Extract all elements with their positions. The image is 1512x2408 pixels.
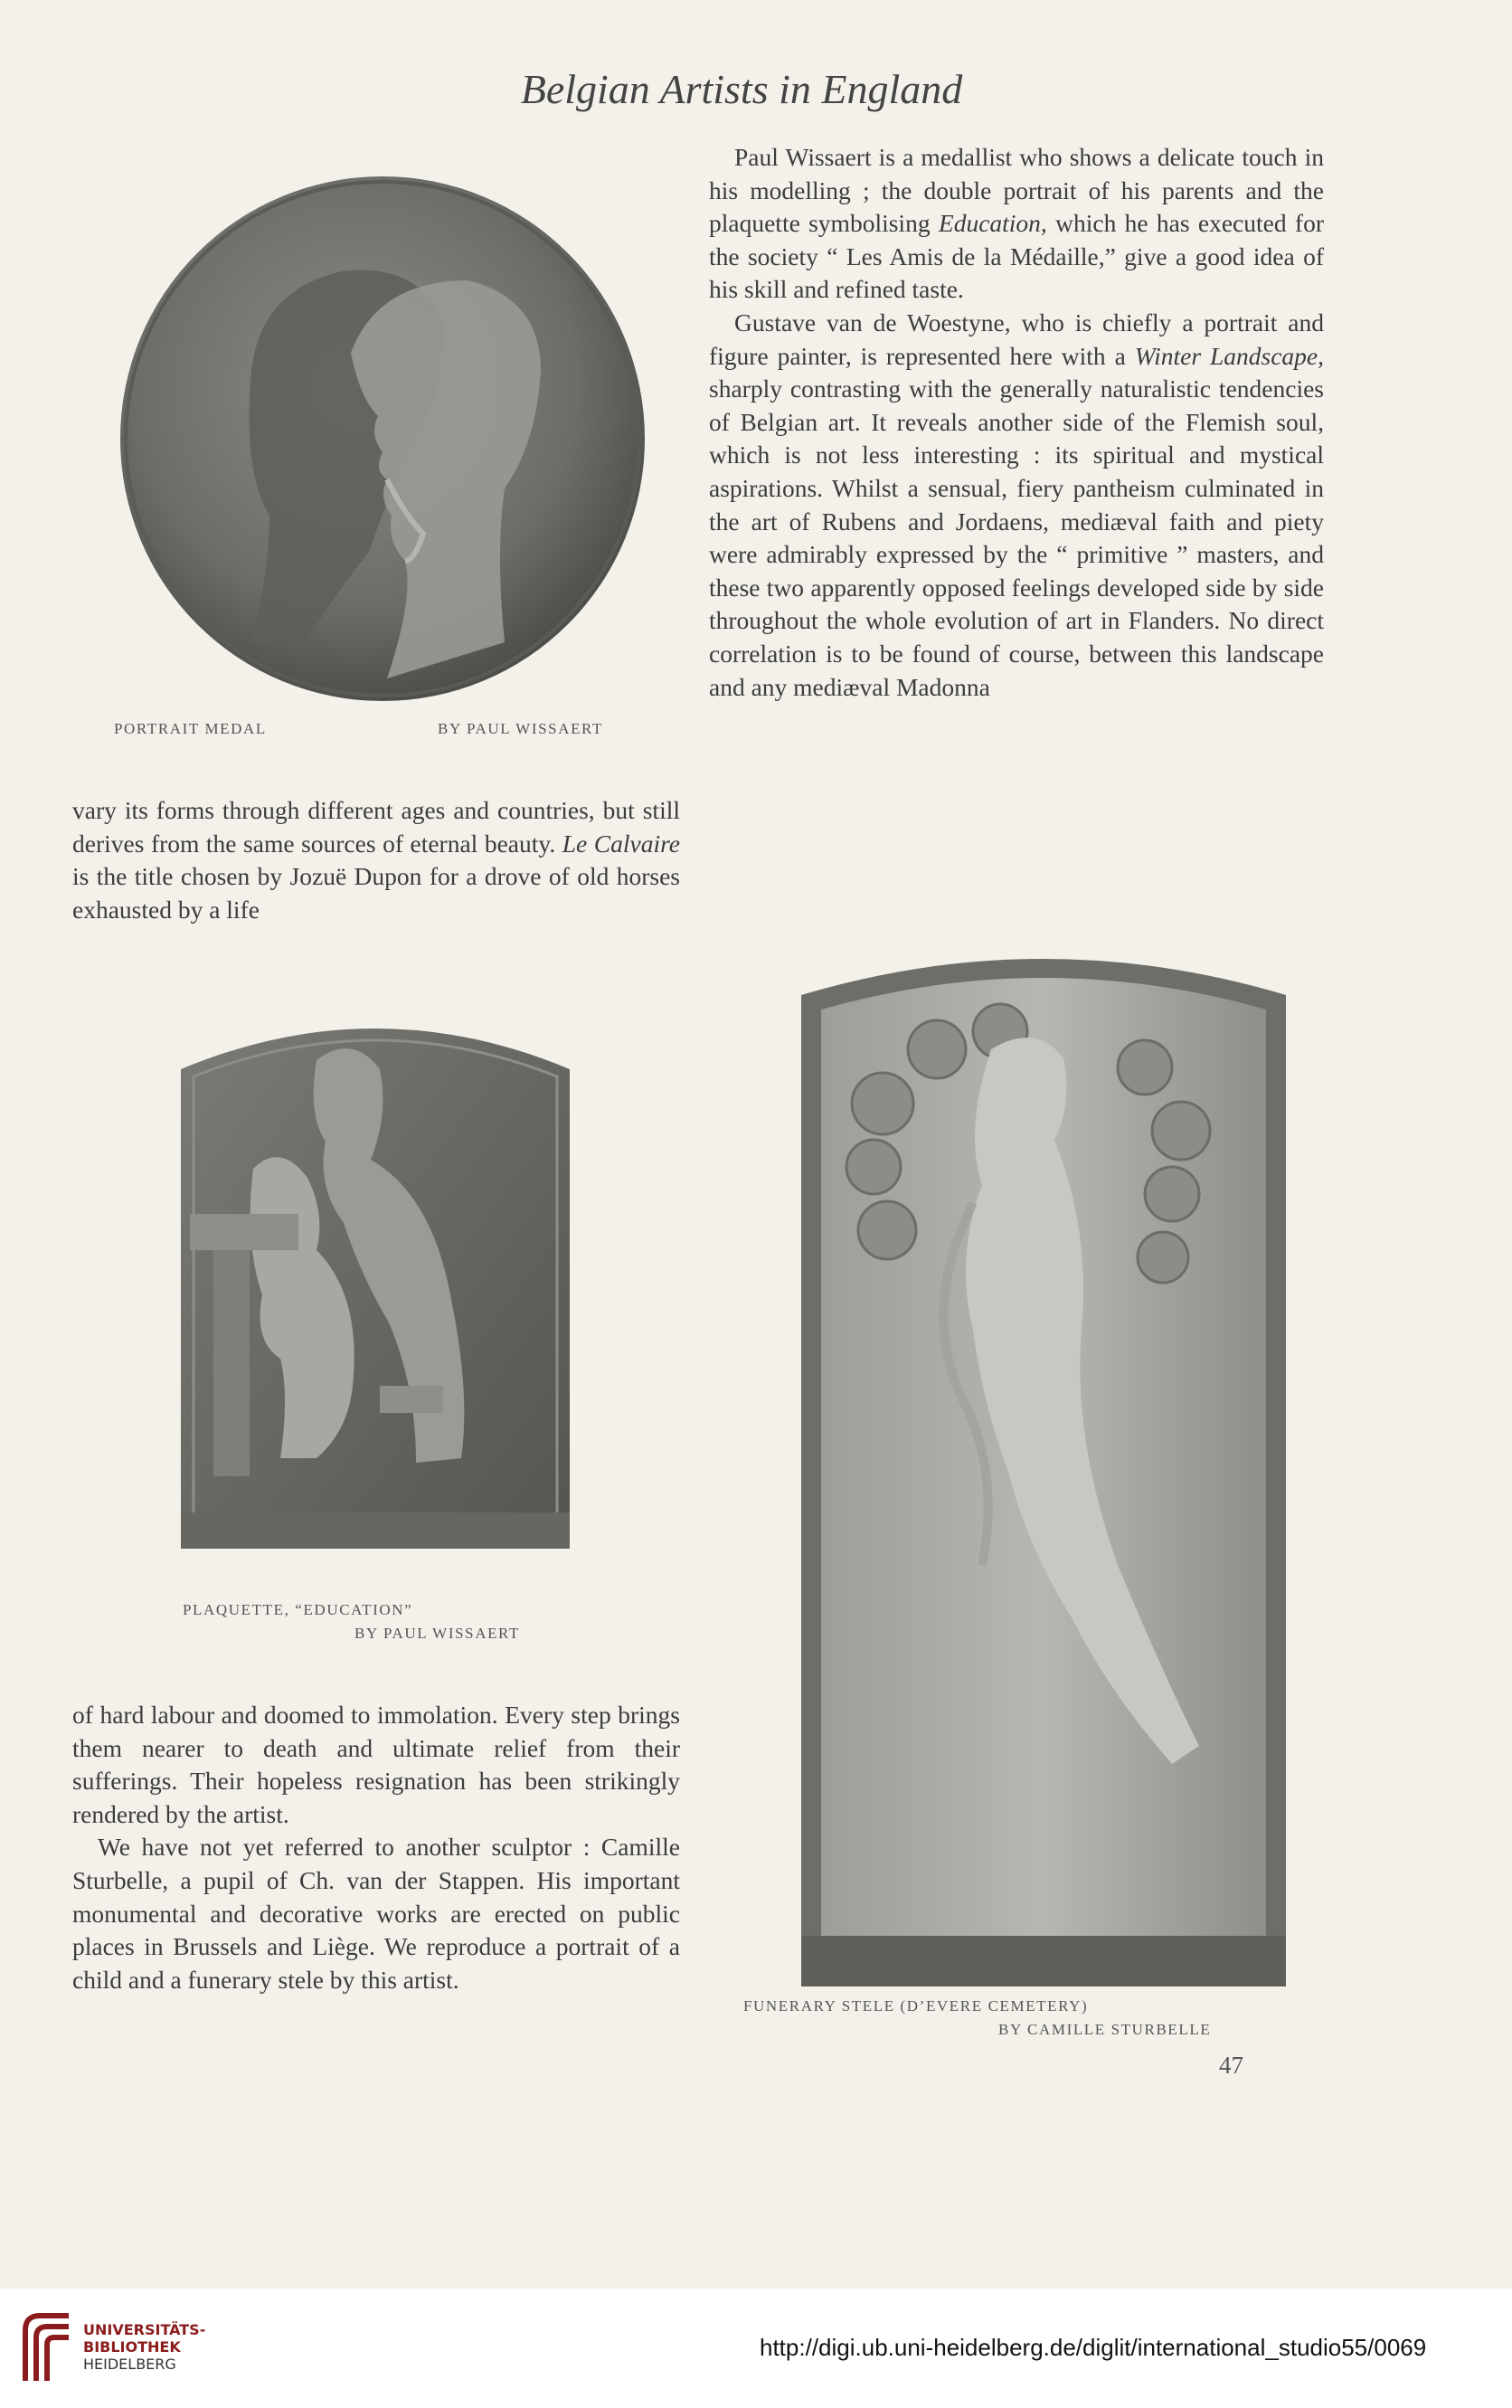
text-column-left-middle bbox=[72, 794, 680, 926]
library-name-line: BIBLIOTHEK bbox=[83, 2338, 181, 2356]
portrait-medal-figure bbox=[116, 172, 649, 706]
portrait-medal-caption-right: BY PAUL WISSAERT bbox=[438, 720, 603, 737]
plaquette-education-image bbox=[181, 1006, 570, 1549]
plaquette-education-figure bbox=[181, 1006, 570, 1549]
library-name-line: HEIDELBERG bbox=[83, 2356, 176, 2373]
paragraph-sturbelle: We have not yet referred to another sculptor : Camille Sturbelle, a pupil of Ch. van der Stappen. His important monumental and decorative works are erected on public places in Brussels and Liège. We reproduce a portrait of a child and a funerary stele by this artist. bbox=[72, 1833, 680, 1994]
funerary-stele-figure bbox=[801, 932, 1286, 1986]
paragraph-text: Paul Wissaert is a medallist who shows a delicate touch in his modelling ; the double portrait of his parents and the plaquette symbolising bbox=[709, 143, 1324, 238]
heidelberg-library-logo-icon bbox=[20, 2308, 74, 2390]
stele-caption-line2: BY CAMILLE STURBELLE bbox=[998, 2021, 1212, 2038]
paragraph-calvaire-continued: of hard labour and doomed to immolation. Every step brings them nearer to death and ultimate relief from their sufferings. Their hopeless resignation has been strikingly rendered by the artist. bbox=[72, 1701, 680, 1828]
paragraph-wissaert bbox=[709, 141, 1324, 307]
italic-title: Education, bbox=[938, 209, 1047, 238]
page-number: 47 bbox=[1219, 2052, 1243, 2079]
italic-title: Winter Landscape, bbox=[1134, 341, 1324, 370]
library-name bbox=[83, 2321, 205, 2373]
plaquette-caption-line2: BY PAUL WISSAERT bbox=[354, 1625, 520, 1642]
paragraph-dupon bbox=[72, 794, 680, 926]
paragraph-text: is the title chosen by Jozuë Dupon for a drove of old horses exhausted by a life bbox=[72, 862, 680, 924]
library-name-line: UNIVERSITÄTS- bbox=[83, 2321, 206, 2338]
paragraph-woestyne bbox=[709, 307, 1324, 704]
running-title: Belgian Artists in England bbox=[520, 66, 963, 112]
paragraph-text: sharply contrasting with the generally naturalistic tendencies of Belgian art. It reveals another side of the Flemish soul, which is not less interesting : its spiritual and mystical aspirations. Whilst a sensual, fiery pantheism culminated in the art of Rubens and Jordaens, mediæval faith and piety were admirably expressed by the “ primitive ” masters, and these two apparently opposed feelings developed side by side throughout the whole evolution of art in Flanders. No direct correlation is to be found of course, between this landscape and any mediæval Madonna bbox=[709, 374, 1324, 701]
library-footer bbox=[0, 2289, 1512, 2408]
italic-title: Le Calvaire bbox=[562, 829, 681, 858]
text-column-left-bottom bbox=[72, 1699, 680, 1996]
portrait-medal-caption-left: PORTRAIT MEDAL bbox=[114, 720, 267, 737]
digitization-url[interactable]: http://digi.ub.uni-heidelberg.de/diglit/international_studio55/0069 bbox=[760, 2334, 1427, 2361]
paragraph-text: which he has executed for the society “ Les Amis de la Médaille,” give a good idea of his skill and refined taste. bbox=[709, 209, 1324, 304]
portrait-medal-image bbox=[116, 172, 649, 706]
paragraph-text: vary its forms through different ages and countries, but still derives from the same sources of eternal beauty. bbox=[72, 796, 680, 858]
stele-caption-line1: FUNERARY STELE (D’EVERE CEMETERY) bbox=[743, 1997, 1089, 2015]
paragraph-text: Gustave van de Woestyne, who is chiefly a portrait and figure painter, is represented here with a bbox=[709, 308, 1324, 370]
funerary-stele-image bbox=[801, 932, 1286, 1986]
plaquette-caption-line1: PLAQUETTE, “EDUCATION” bbox=[183, 1601, 413, 1618]
text-column-right-top bbox=[709, 141, 1324, 704]
